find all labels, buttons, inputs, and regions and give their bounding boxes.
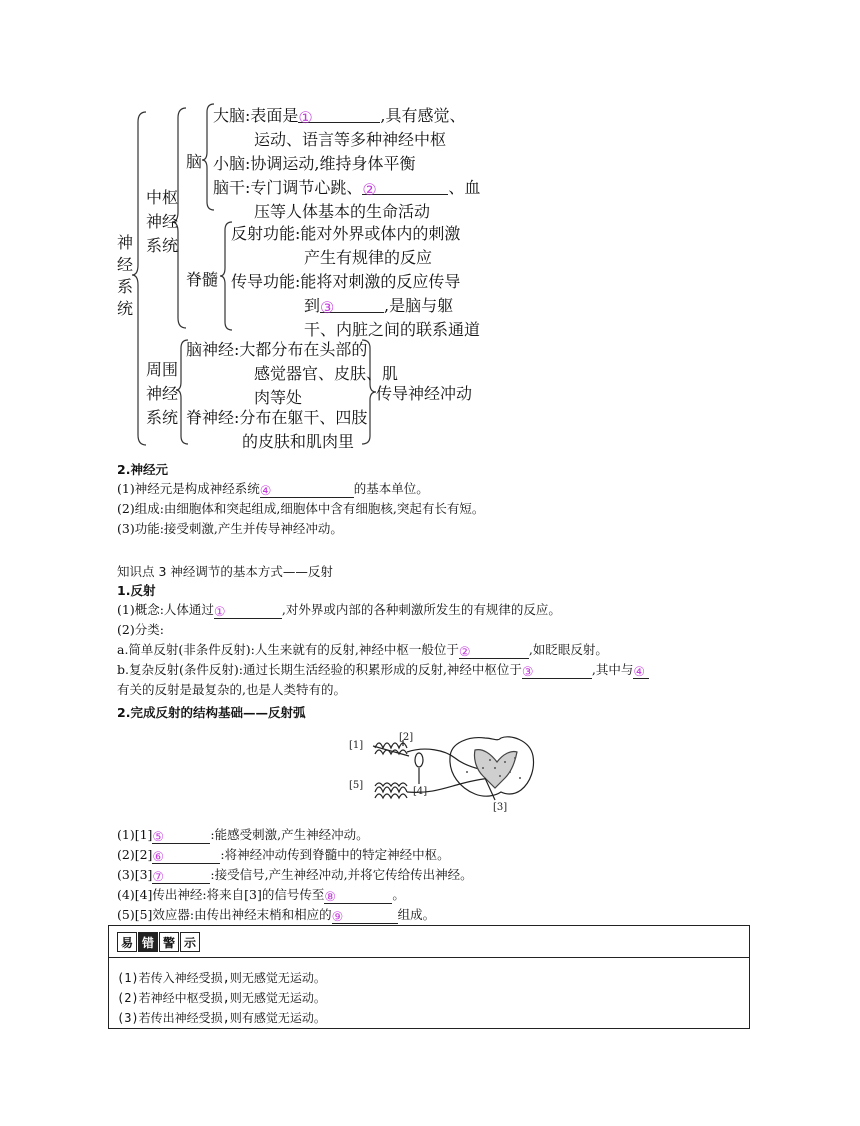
blank-a9[interactable]: ⑨ (332, 907, 398, 924)
effector-shape (375, 783, 407, 798)
blank-2[interactable]: ② (362, 178, 448, 195)
reflex-line-2: 产生有规律的反应 (304, 248, 433, 267)
cerebellum-line: 小脑:协调运动,维持身体平衡 (213, 154, 416, 173)
complex-reflex-line: b.复杂反射(条件反射):通过长期生活经验的积累形成的反射,神经中枢位于③ ,其中与④ (117, 660, 649, 680)
blank-1[interactable]: ① (298, 106, 380, 123)
receptor-shape (373, 743, 409, 756)
tree-root-label: 神经系统 (116, 233, 133, 318)
blank-a8[interactable]: ⑧ (324, 887, 392, 904)
conduct-line-3: 干、内脏之间的联系通道 (304, 320, 481, 339)
reflex-line: 反射功能:能对外界或体内的刺激 (231, 224, 461, 243)
warning-box (108, 925, 750, 1029)
transmit-label: 传导神经冲动 (376, 384, 473, 403)
blank-a6[interactable]: ⑥ (152, 847, 220, 864)
cerebrum-line: 大脑:表面是① ,具有感觉、 (213, 106, 466, 127)
arc-line-3: (3)[3]⑦ :接受信号,产生神经冲动,并将它传给传出神经。 (117, 867, 473, 885)
warning-char-4: 示 (180, 932, 200, 952)
arc-line-1: (1)[1]⑤ :能感受刺激,产生神经冲动。 (117, 827, 369, 845)
reflex-subheading: 1.反射 (117, 583, 156, 598)
classify-line: (2)分类: (117, 622, 164, 637)
spinal-nerve-line: 脊神经:分布在躯干、四肢 (186, 408, 368, 427)
blank-k1[interactable]: ① (214, 602, 282, 619)
label-4: [4] (413, 786, 428, 797)
blank-a5[interactable]: ⑤ (152, 827, 210, 844)
neuron-line-2: (2)组成:由细胞体和突起组成,细胞体中含有细胞核,突起有长有短。 (117, 501, 485, 516)
arc-line-4: (4)[4]传出神经:将来自[3]的信号传至⑧ 。 (117, 887, 405, 905)
complex-reflex-line-2: 有关的反射是最复杂的,也是人类特有的。 (117, 682, 346, 697)
simple-reflex-line: a.简单反射(非条件反射):人生来就有的反射,神经中枢一般位于② ,如眨眼反射。 (117, 642, 608, 660)
blank-k4[interactable]: ④ (633, 662, 649, 679)
blank-a7[interactable]: ⑦ (152, 867, 210, 884)
brainstem-line: 脑干:专门调节心跳、② 、血 (213, 178, 481, 199)
ganglion (415, 753, 423, 767)
cerebrum-line-2: 运动、语言等多种神经中枢 (254, 130, 447, 149)
arc-line-2: (2)[2]⑥ :将神经冲动传到脊髓中的特定神经中枢。 (117, 847, 450, 865)
warning-char-3: 警 (159, 932, 179, 952)
conduct-line: 传导功能:能将对刺激的反应传导 (231, 272, 461, 291)
warning-char-2: 错 (138, 932, 158, 952)
blank-k3[interactable]: ③ (522, 662, 592, 679)
brainstem-line-2: 压等人体基本的生命活动 (254, 202, 431, 221)
warning-badge (117, 932, 201, 952)
conduct-line-2: 到③ ,是脑与躯 (304, 296, 454, 317)
blank-3[interactable]: ③ (320, 296, 384, 313)
spinal-nerve-line-2: 的皮肤和肌肉里 (242, 432, 355, 451)
blank-n4[interactable]: ④ (260, 481, 354, 498)
label-1: [1] (349, 740, 364, 751)
warning-line-2: (2)若神经中枢受损,则无感觉无运动。 (117, 991, 326, 1005)
tree-peripheral-label: 周围神经系统 (146, 360, 179, 427)
warning-line-3: (3)若传出神经受损,则有感觉无运动。 (117, 1011, 326, 1025)
tree-brain-label: 脑 (186, 152, 203, 171)
warning-char-1: 易 (117, 932, 137, 952)
arc-line-5: (5)[5]效应器:由传出神经末梢和相应的⑨ 组成。 (117, 907, 436, 925)
reflex-arc-diagram (345, 728, 545, 818)
blank-k2[interactable]: ② (459, 642, 529, 659)
tree-central-label: 中枢神经系统 (146, 188, 179, 255)
label-5: [5] (349, 780, 364, 791)
root-brace (132, 112, 146, 445)
cranial-line-2: 感觉器官、皮肤、肌 (254, 364, 399, 383)
label-2: [2] (399, 732, 414, 743)
cranial-line-3: 肉等处 (254, 388, 303, 407)
neuron-line-3: (3)功能:接受刺激,产生并传导神经冲动。 (117, 521, 343, 536)
cranial-line: 脑神经:大都分布在头部的 (186, 340, 368, 359)
warning-line-1: (1)若传入神经受损,则无感觉无运动。 (117, 971, 326, 985)
neuron-heading: 2.神经元 (117, 462, 168, 477)
tree-spinal-label: 脊髓 (186, 270, 219, 289)
kp3-heading: 知识点 3 神经调节的基本方式——反射 (117, 564, 333, 579)
arc-subheading: 2.完成反射的结构基础——反射弧 (117, 705, 306, 720)
label-3: [3] (493, 802, 508, 813)
neuron-line-1: (1)神经元是构成神经系统④ 的基本单位。 (117, 481, 429, 499)
concept-line: (1)概念:人体通过① ,对外界或内部的各种刺激所发生的有规律的反应。 (117, 602, 561, 620)
